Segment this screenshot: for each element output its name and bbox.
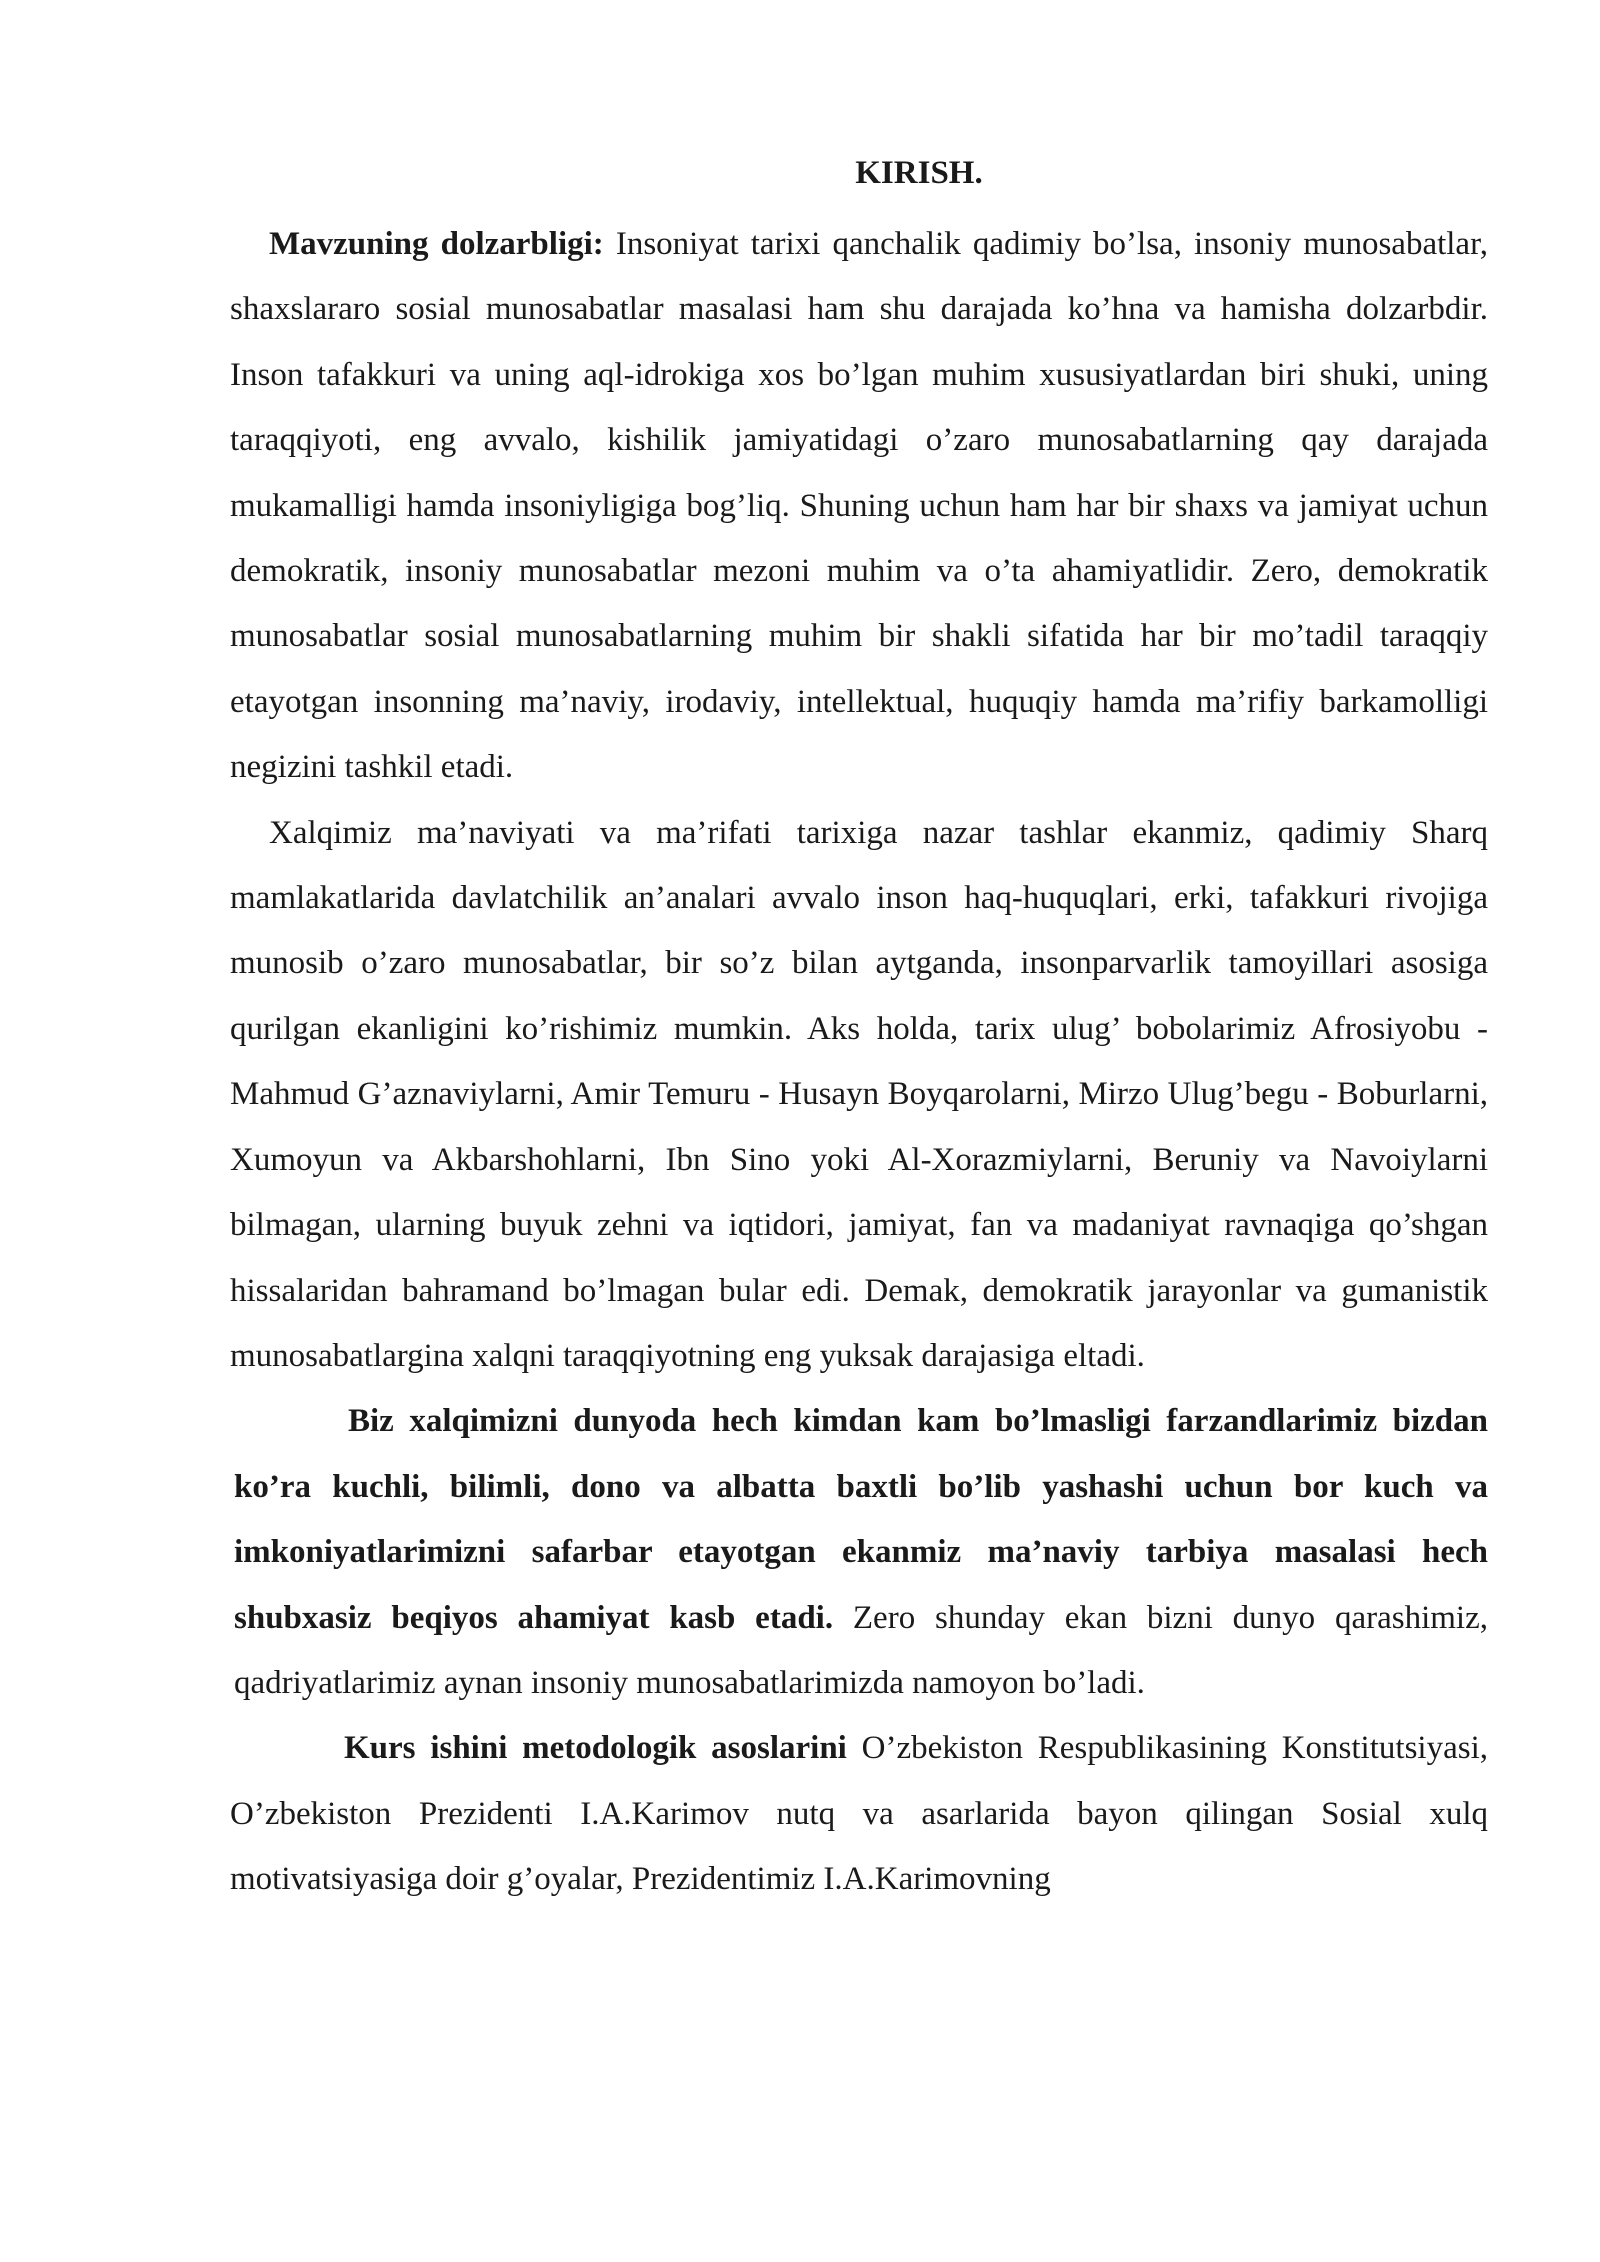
paragraph-upbringing	[230, 1389, 1488, 1716]
paragraph-lead-relevance: Mavzuning dolzarbligi:	[269, 226, 604, 262]
paragraph-methodology	[230, 1716, 1488, 1912]
paragraph-text-relevance: Insoniyat tarixi qanchalik qadimiy bo’lsa, insoniy munosabatlar, shaxslararo sosial munosabatlar masalasi ham shu darajada ko’hna va hamisha dolzarbdir. Inson tafakkuri va uning aql-idrokiga xos bo’lgan muhim xususiyatlardan biri shuki, uning taraqqiyoti, eng avvalo, kishilik jamiyatidagi o’zaro munosabatlarning qay darajada mukamalligi hamda insoniyligiga bog’liq. Shuning uchun ham har bir shaxs va jamiyat uchun demokratik, insoniy munosabatlar mezoni muhim va o’ta ahamiyatlidir. Zero, demokratik munosabatlar sosial munosabatlarning muhim bir shakli sifatida har bir mo’tadil taraqqiy etayotgan insonning ma’naviy, irodaviy, intellektual, huquqiy hamda ma’rifiy barkamolligi negizini tashkil etadi.	[230, 226, 1488, 786]
paragraph-lead-upbringing: Biz xalqimizni dunyoda hech kimdan kam bo’lmasligi farzandlarimiz bizdan ko’ra kuchli, bilimli, dono va albatta baxtli bo’lib yashashi uchun bor kuch va imkoniyatlarimizni safarbar etayotgan ekanmiz ma’naviy tarbiya masalasi hech shubxasiz beqiyos ahamiyat kasb etadi.	[234, 1403, 1488, 1636]
document-page	[230, 148, 1488, 1913]
paragraph-relevance	[230, 212, 1488, 801]
paragraph-text-history: Xalqimiz ma’naviyati va ma’rifati tarixiga nazar tashlar ekanmiz, qadimiy Sharq mamlakatlarida davlatchilik an’analari avvalo inson haq-huquqlari, erki, tafakkuri rivojiga munosib o’zaro munosabatlar, bir so’z bilan aytganda, insonparvarlik tamoyillari asosiga qurilgan ekanligini ko’rishimiz mumkin. Aks holda, tarix ulug’ bobolarimiz Afrosiyobu - Mahmud G’aznaviylarni, Amir Temuru - Husayn Boyqarolarni, Mirzo Ulug’begu - Boburlarni, Xumoyun va Akbarshohlarni, Ibn Sino yoki Al-Xorazmiylarni, Beruniy va Navoiylarni bilmagan, ularning buyuk zehni va iqtidori, jamiyat, fan va madaniyat ravnaqiga qo’shgan hissalaridan bahramand bo’lmagan bular edi. Demak, demokratik jarayonlar va gumanistik munosabatlargina xalqni taraqqiyotning eng yuksak darajasiga eltadi.	[230, 814, 1488, 1374]
paragraph-lead-methodology: Kurs ishini metodologik asoslarini	[344, 1730, 847, 1767]
paragraph-text-methodology: O’zbekiston Respublikasining Konstitutsiyasi, O’zbekiston Prezidenti I.A.Karimov nutq va asarlarida bayon qilingan Sosial xulq motivatsiyasiga doir g’oyalar, Prezidentimiz I.A.Karimovning	[230, 1730, 1488, 1898]
paragraph-text-upbringing: Zero shunday ekan bizni dunyo qarashimiz, qadriyatlarimiz aynan insoniy munosabatlarimizda namoyon bo’ladi.	[234, 1599, 1488, 1701]
document-title: KIRISH.	[855, 155, 983, 191]
paragraph-history	[230, 801, 1488, 1390]
